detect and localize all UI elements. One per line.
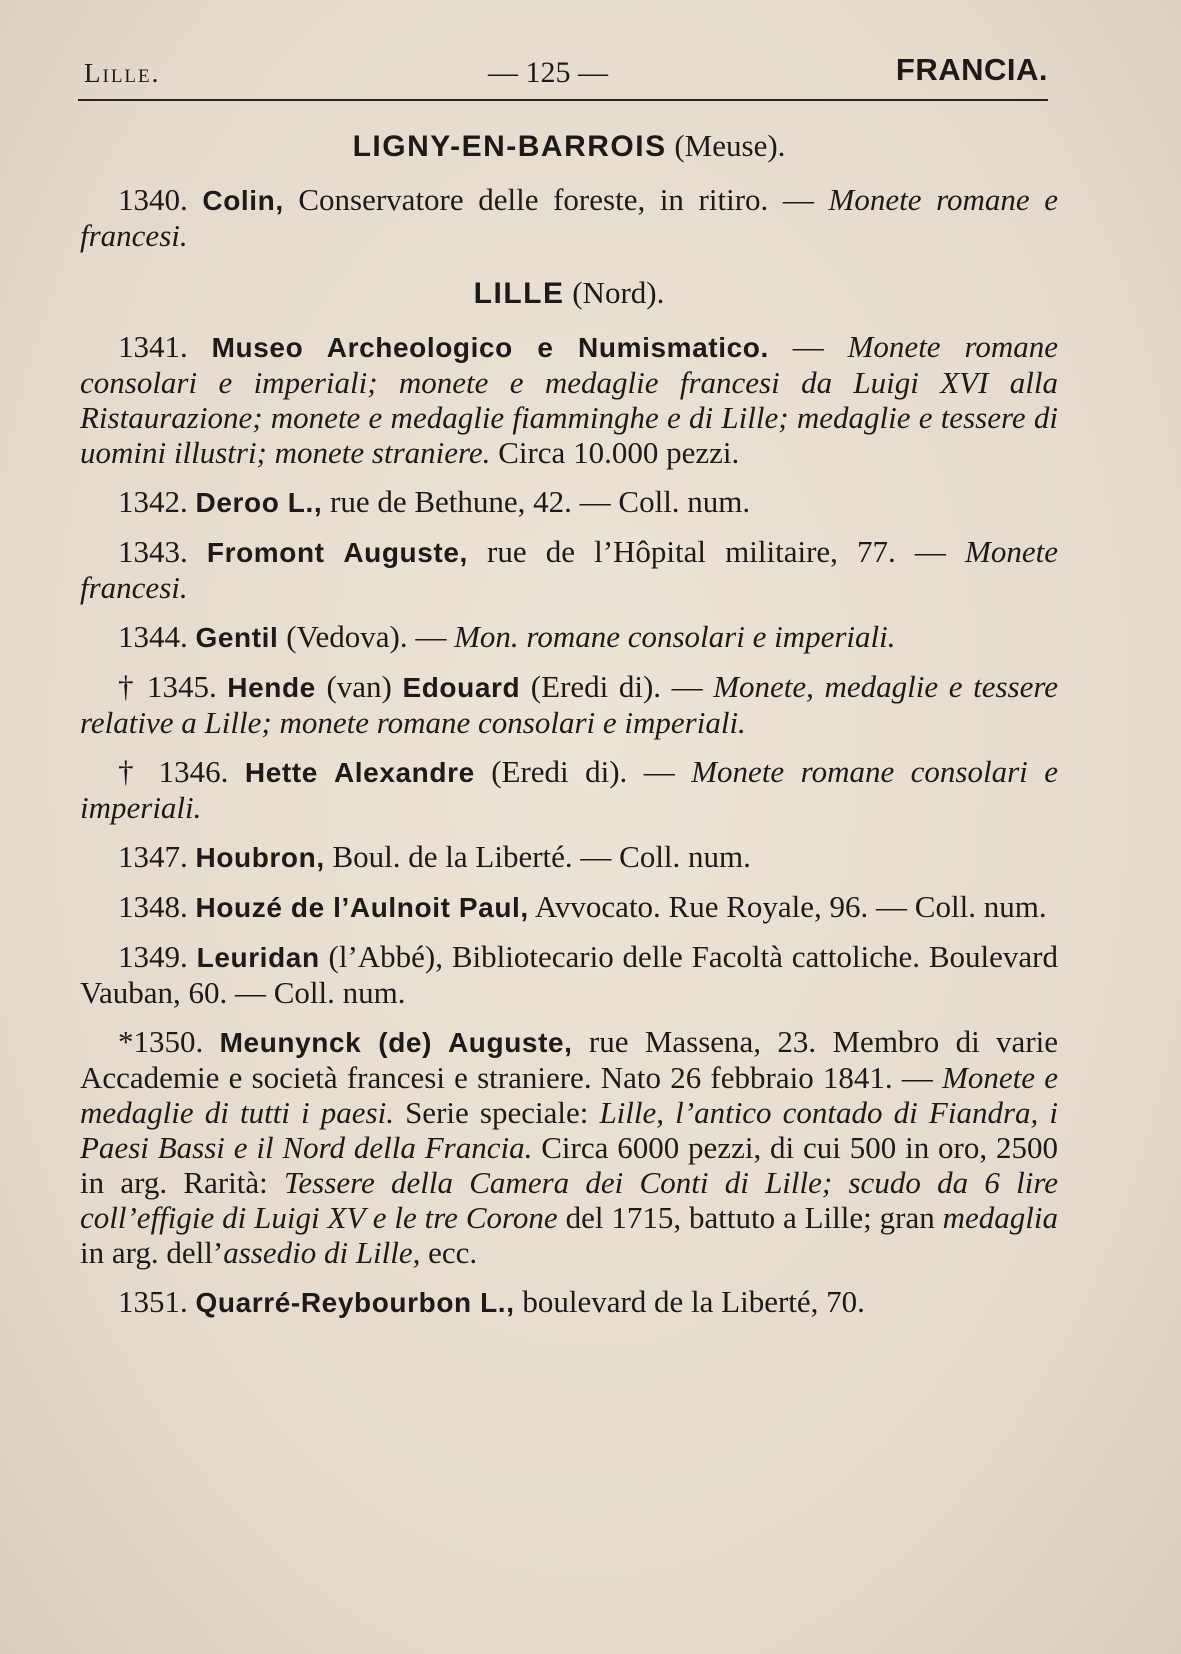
header-rule xyxy=(78,99,1048,101)
entry-number: 1346. xyxy=(158,754,229,789)
entry-rarities: Tessere della Camera dei Conti di Lille; scudo da 6 lire coll’effigie di Luigi XV e le tre Corone xyxy=(80,1165,1058,1235)
entry-text: (van) xyxy=(315,669,403,704)
entry-1342 xyxy=(80,484,1058,520)
running-head-right: FRANCIA. xyxy=(895,52,1048,87)
entry-text: (Vedova). — xyxy=(278,619,455,654)
entry-text-second: (Eredi di). — xyxy=(520,669,714,704)
entry-1345 xyxy=(80,669,1058,740)
section-region: (Meuse). xyxy=(674,128,786,163)
entry-number: 1345. xyxy=(146,669,217,704)
entry-text: rue de l’Hôpital militaire, 77. — xyxy=(467,534,966,569)
entry-text: Conservatore delle foreste, in ritiro. — xyxy=(283,182,829,217)
section-title: LILLE xyxy=(473,277,565,310)
entry-1344 xyxy=(80,619,1058,655)
section-heading-ligny xyxy=(80,128,1058,164)
entry-1348 xyxy=(80,889,1058,925)
entry-name: Museo Archeologico e Numismatico. xyxy=(211,332,769,363)
entry-collection: Monete romane consolari e imperiali. xyxy=(80,754,1059,825)
entry-collection: Mon. romane consolari e imperiali. xyxy=(454,619,896,654)
entry-name: Meunynck (de) Auguste, xyxy=(219,1027,573,1058)
entry-medal: medaglia xyxy=(942,1200,1058,1235)
entry-number: 1349. xyxy=(118,939,188,974)
entry-1350 xyxy=(80,1024,1058,1270)
entry-name: Gentil xyxy=(195,622,279,653)
entry-name-second: Edouard xyxy=(402,672,521,703)
running-head-left: Lille. xyxy=(84,58,161,88)
entry-number: 1348. xyxy=(118,889,188,924)
entry-name: Fromont Auguste, xyxy=(206,537,468,568)
page-number: — 125 — xyxy=(488,56,608,89)
entry-text: Circa 6000 pezzi, di cui 500 in oro, 2500 in arg. Rarità: xyxy=(80,1130,1058,1200)
entry-text: boulevard de la Liberté, 70. xyxy=(514,1284,865,1319)
entry-collection: Monete francesi. xyxy=(80,534,1059,605)
entry-text: — xyxy=(768,329,848,364)
entry-siege: assedio di Lille, xyxy=(223,1235,421,1270)
entry-collection: Monete e medaglie di tutti i paesi. xyxy=(80,1060,1058,1130)
entry-name: Quarré-Reybourbon L., xyxy=(195,1287,515,1318)
entry-number: 1347. xyxy=(118,839,188,874)
entry-number: 1343. xyxy=(118,534,188,569)
entry-name: Leuridan xyxy=(196,942,320,973)
page-body xyxy=(80,128,1058,1334)
entry-1349 xyxy=(80,939,1058,1010)
entry-number: 1341. xyxy=(118,329,188,364)
entry-name: Colin, xyxy=(202,185,284,216)
entry-name: Hende xyxy=(227,672,316,703)
entry-special-series: Lille, l’antico contado di Fiandra, i Paesi Bassi e il Nord della Francia. xyxy=(80,1095,1058,1165)
entry-text: Serie speciale: xyxy=(393,1095,600,1130)
entry-text: Boul. de la Liberté. — Coll. num. xyxy=(324,839,751,874)
entry-number: 1342. xyxy=(118,484,188,519)
entry-text: (l’Abbé), Bibliotecario delle Facoltà cattoliche. Boulevard Vauban, 60. — Coll. num. xyxy=(80,939,1058,1010)
dagger-mark: † xyxy=(118,669,147,704)
entry-1346 xyxy=(80,754,1058,825)
entry-text: del 1715, battuto a Lille; gran xyxy=(557,1200,943,1235)
entry-text: Avvocato. Rue Royale, 96. — Coll. num. xyxy=(528,889,1047,924)
entry-name: Hette Alexandre xyxy=(244,757,475,788)
entry-collection: Monete romane consolari e imperiali; monete e medaglie francesi da Luigi XVI alla Ristaurazione; monete e medaglie fiamminghe e di Lille; medaglie e tessere di uomini illustri; monete straniere. xyxy=(80,329,1058,470)
entry-1347 xyxy=(80,839,1058,875)
section-region: (Nord). xyxy=(572,275,665,310)
entry-name: Houbron, xyxy=(195,842,325,873)
section-heading-lille xyxy=(80,275,1058,311)
entry-text: in arg. dell’ xyxy=(80,1235,224,1270)
entry-text: ecc. xyxy=(420,1235,478,1270)
entry-1341 xyxy=(80,329,1058,470)
entry-name: Deroo L., xyxy=(195,487,323,518)
entry-1340 xyxy=(80,182,1058,253)
section-title: LIGNY-EN-BARROIS xyxy=(352,130,667,163)
entry-name: Houzé de l’Aulnoit Paul, xyxy=(195,892,529,923)
entry-number: 1340. xyxy=(118,182,188,217)
entry-collection: Monete romane e francesi. xyxy=(80,182,1058,253)
entry-number: *1350. xyxy=(118,1024,204,1059)
entry-text: rue Massena, 23. Membro di varie Accademie e società francesi e straniere. Nato 26 febbraio 1841. — xyxy=(80,1024,1059,1095)
entry-1343 xyxy=(80,534,1058,605)
entry-text: (Eredi di). — xyxy=(474,754,692,789)
entry-tail: Circa 10.000 pezzi. xyxy=(490,435,740,470)
entry-text: rue de Bethune, 42. — Coll. num. xyxy=(322,484,751,519)
running-head xyxy=(78,52,1048,92)
entry-number: 1344. xyxy=(118,619,188,654)
entry-1351 xyxy=(80,1284,1058,1320)
dagger-mark: † xyxy=(118,754,159,789)
entry-number: 1351. xyxy=(118,1284,188,1319)
entry-collection: Monete, medaglie e tessere relative a Lille; monete romane consolari e imperiali. xyxy=(80,669,1059,740)
